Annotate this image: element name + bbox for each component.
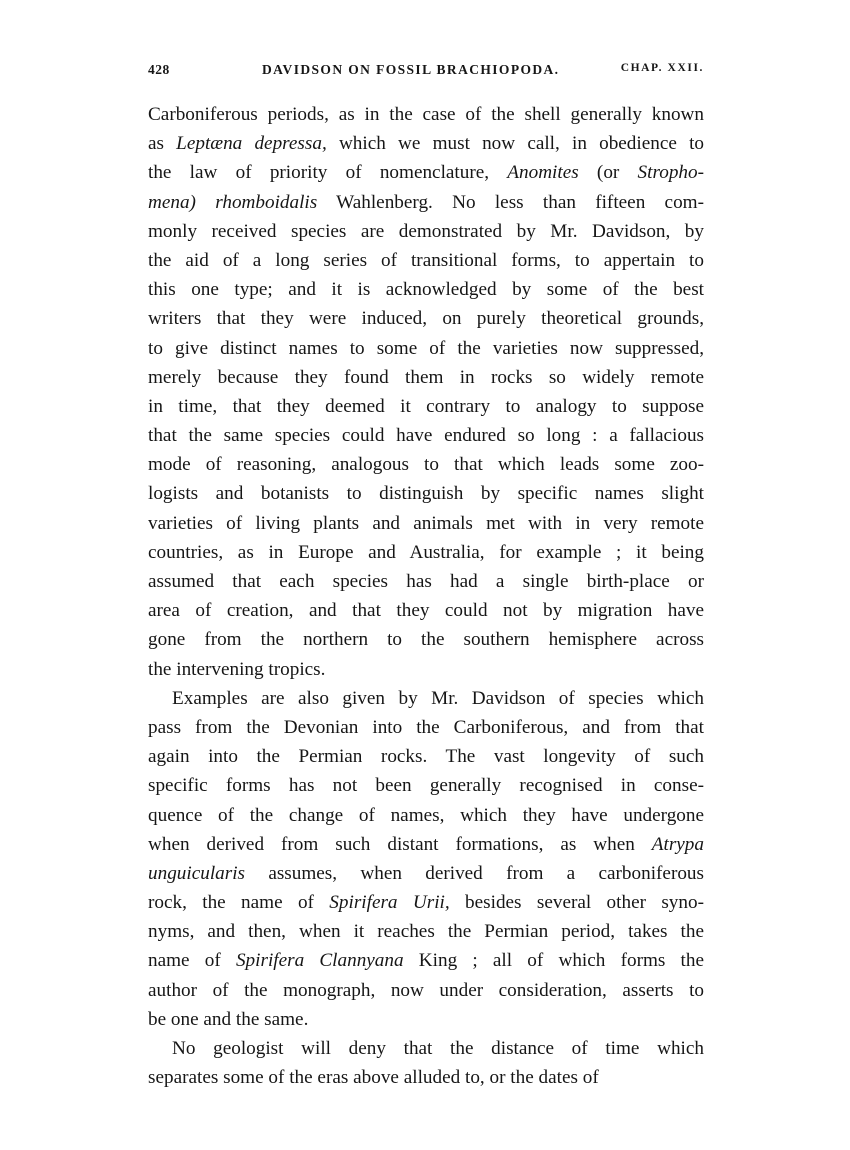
italic-text: Spirifera Clannyana [235, 950, 404, 972]
text-line [148, 538, 704, 567]
text-line [148, 830, 704, 859]
text-line [148, 684, 704, 713]
text-run: pass from the Devonian into the Carboniferous, and from that [148, 716, 704, 738]
text-line [148, 450, 704, 479]
text-run [196, 192, 215, 213]
text-run: besides several other syno- [449, 892, 704, 914]
text-line [148, 304, 704, 333]
text-run: quence of the change of names, which they have undergone [148, 804, 704, 826]
text-line [148, 479, 704, 508]
text-run: (or [578, 162, 638, 184]
text-line [148, 217, 704, 246]
text-run: in time, that they deemed it contrary to analogy to suppose [148, 395, 704, 417]
text-run: No geologist will deny that the distance of time which [172, 1038, 704, 1059]
text-run: monly received species are demonstrated by Mr. Davidson, by [148, 220, 704, 242]
text-line [148, 917, 704, 946]
text-line [148, 334, 704, 363]
text-line [148, 625, 704, 654]
text-line [148, 888, 704, 917]
text-line [148, 246, 704, 275]
text-run: area of creation, and that they could not by migration have [148, 600, 704, 622]
text-line [148, 158, 704, 187]
running-title: DAVIDSON ON FOSSIL BRACHIOPODA. [262, 62, 560, 77]
running-head [148, 62, 704, 86]
chapter-label: CHAP. XXII. [620, 62, 704, 74]
italic-text: Leptæna depressa, [176, 133, 327, 155]
text-line [148, 859, 704, 888]
text-run: varieties of living plants and animals met with in very remote [148, 512, 704, 534]
text-run: the intervening tropics. [148, 658, 326, 680]
text-run: separates some of the eras above alluded to, or the dates of [148, 1067, 599, 1089]
text-run: author of the monograph, now under consideration, asserts to [148, 979, 704, 1001]
text-line [148, 771, 704, 800]
text-run: writers that they were induced, on purely theoretical grounds, [148, 308, 704, 330]
text-line [148, 129, 704, 158]
text-run: Examples are also given by Mr. Davidson of species which [172, 687, 704, 709]
text-line [148, 1005, 704, 1034]
text-run: name of [148, 950, 236, 972]
text-line [148, 567, 704, 596]
text-run: the aid of a long series of transitional forms, to appertain to [148, 249, 704, 271]
text-run: mode of reasoning, analogous to that which leads some zoo- [148, 454, 704, 476]
page-number: 428 [148, 62, 170, 77]
text-run: countries, as in Europe and Australia, for example ; it being [148, 541, 704, 563]
text-run: gone from the northern to the southern hemisphere across [148, 629, 704, 651]
text-line [148, 363, 704, 392]
text-line [148, 188, 704, 217]
text-run: when derived from such distant formations, as when [148, 833, 652, 855]
text-run: specific forms has not been generally recognised in conse- [148, 775, 704, 797]
text-line [148, 509, 704, 538]
italic-text: Spirifera Urii, [329, 892, 450, 914]
text-run: King ; all of which forms the [403, 950, 704, 972]
text-run: as [148, 133, 177, 155]
italic-text: Anomites [507, 162, 579, 184]
text-line [148, 801, 704, 830]
text-run: the law of priority of nomenclature, [148, 162, 508, 184]
text-run: which we must now call, in obedience to [326, 133, 704, 155]
italic-text: rhomboidalis [215, 191, 318, 213]
paragraph [148, 1034, 704, 1092]
italic-text: mena) [148, 191, 196, 213]
text-run: that the same species could have endured so long : a fallacious [148, 425, 704, 447]
text-run: nyms, and then, when it reaches the Permian period, takes the [148, 921, 704, 943]
text-run: assumed that each species has had a single birth-place or [148, 571, 704, 592]
text-run: Carboniferous periods, as in the case of the shell generally known [148, 104, 704, 125]
text-line [148, 392, 704, 421]
text-line [148, 596, 704, 625]
text-run: merely because they found them in rocks so widely remote [148, 366, 704, 388]
text-run: Wahlenberg. No less than fifteen com- [317, 191, 704, 213]
text-line [148, 946, 704, 975]
text-line [148, 275, 704, 304]
text-line [148, 742, 704, 771]
italic-text: Stropho- [637, 162, 704, 184]
italic-text: Atrypa [651, 833, 704, 855]
text-run: logists and botanists to distinguish by specific names slight [148, 483, 704, 505]
text-line [148, 655, 704, 684]
body-text [148, 100, 704, 1092]
paragraph [148, 684, 704, 1034]
text-run: be one and the same. [148, 1008, 309, 1030]
text-run: this one type; and it is acknowledged by some of the best [148, 279, 704, 301]
text-run: to give distinct names to some of the varieties now suppressed, [148, 337, 704, 359]
text-run: again into the Permian rocks. The vast longevity of such [148, 746, 704, 768]
text-line [148, 1063, 704, 1092]
text-line [148, 1034, 704, 1063]
text-run: rock, the name of [148, 892, 330, 914]
text-run: assumes, when derived from a carboniferous [245, 862, 704, 884]
text-line [148, 100, 704, 129]
text-line [148, 976, 704, 1005]
text-line [148, 713, 704, 742]
italic-text: unguicularis [148, 862, 246, 884]
paragraph [148, 100, 704, 684]
text-line [148, 421, 704, 450]
